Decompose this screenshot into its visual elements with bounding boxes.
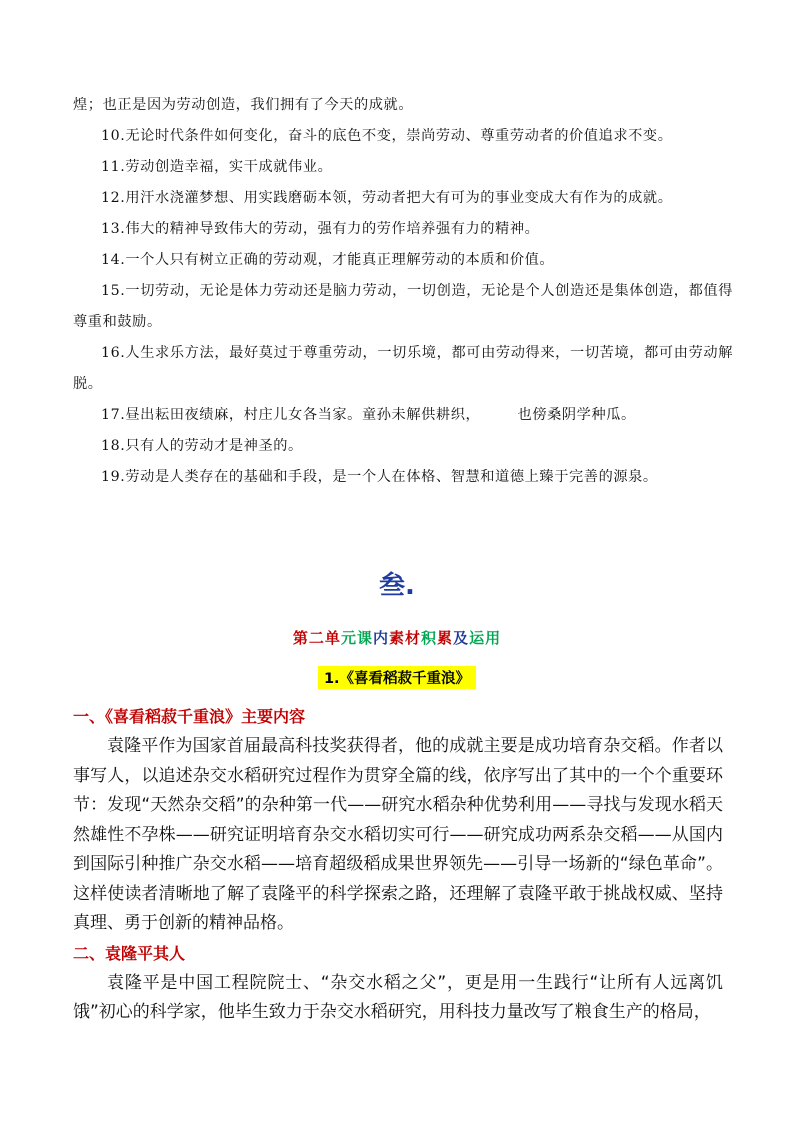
unit-title-char: 及 <box>453 629 470 647</box>
unit-title-char: 二 <box>308 629 325 647</box>
unit-title-char: 用 <box>485 629 502 647</box>
quote-item: 11.劳动创造幸福，实干成就伟业。 <box>101 159 333 175</box>
unit-title-char: 积 <box>421 629 438 647</box>
unit-title-char: 材 <box>405 629 422 647</box>
section-heading: 一、《喜看稻菽千重浪》主要内容 <box>73 707 306 726</box>
quote-item: 13.伟大的精神导致伟大的劳动，强有力的劳作培养强有力的精神。 <box>101 221 540 237</box>
unit-title <box>0 627 794 648</box>
quote-item: 15.一切劳动，无论是体力劳动还是脑力劳动，一切创造，无论是个人创造还是集体创造，都值得尊重和鼓励。 <box>73 283 733 330</box>
unit-title-char: 课 <box>356 629 373 647</box>
section-paragraph: 袁隆平是中国工程院院士、“杂交水稻之父”，更是用一生践行“让所有人远离饥饿”初心的科学家，他毕生致力于杂交水稻研究，用科技力量改写了粮食生产的格局， <box>73 972 723 1022</box>
unit-title-char: 素 <box>388 629 405 647</box>
quote-item: 14.一个人只有树立正确的劳动观，才能真正理解劳动的本质和价值。 <box>101 252 555 268</box>
section-paragraph: 袁隆平作为国家首届最高科技奖获得者，他的成就主要是成功培育杂交稻。作者以事写人，以追述杂交水稻研究过程作为贯穿全篇的线，依序写出了其中的一个个重要环节：发现“天然杂交稻”的杂种第一代——研究水稻杂种优势利用——寻找与发现水稻天然雄性不孕株——研究证明培育杂交水稻切实可行——研究成功两系杂交稻——从国内到国际引种推广杂交水稻——培育超级稻成果世界领先——引导一场新的“绿色革命”。这样使读者清晰地了解了袁隆平的科学探索之路，还理解了袁隆平敢于挑战权威、坚持真理、勇于创新的精神品格。 <box>73 736 723 933</box>
section-symbol: 叁. <box>379 571 415 601</box>
lesson-title: 1.《喜看稻菽千重浪》 <box>318 666 476 689</box>
quote-item: 18.只有人的劳动才是神圣的。 <box>101 438 303 454</box>
unit-title-char: 运 <box>469 629 486 647</box>
unit-title-char: 第 <box>292 629 309 647</box>
lesson-title-row <box>0 666 794 689</box>
unit-title-char: 内 <box>372 629 389 647</box>
quotes-list <box>73 90 733 493</box>
unit-title-char: 元 <box>340 629 357 647</box>
quote-item: 煌；也正是因为劳动创造，我们拥有了今天的成就。 <box>73 97 414 113</box>
quote-item: 16.人生求乐方法，最好莫过于尊重劳动，一切乐境，都可由劳动得来，一切苦境，都可由劳动解脱。 <box>73 345 733 392</box>
quote-item: 19.劳动是人类存在的基础和手段，是一个人在体格、智慧和道德上臻于完善的源泉。 <box>101 469 658 485</box>
unit-title-char: 单 <box>324 629 341 647</box>
quote-item: 17.昼出耘田夜绩麻，村庄儿女各当家。童孙未解供耕织， 也傍桑阴学种瓜。 <box>101 407 636 423</box>
quote-item: 12.用汗水浇灌梦想、用实践磨砺本领，劳动者把大有可为的事业变成大有作为的成就。 <box>101 190 673 206</box>
lesson-body <box>73 702 723 1028</box>
quote-item: 10.无论时代条件如何变化，奋斗的底色不变，崇尚劳动、尊重劳动者的价值追求不变。 <box>101 128 673 144</box>
section-heading: 二、袁隆平其人 <box>73 943 186 963</box>
unit-title-char: 累 <box>437 629 454 647</box>
